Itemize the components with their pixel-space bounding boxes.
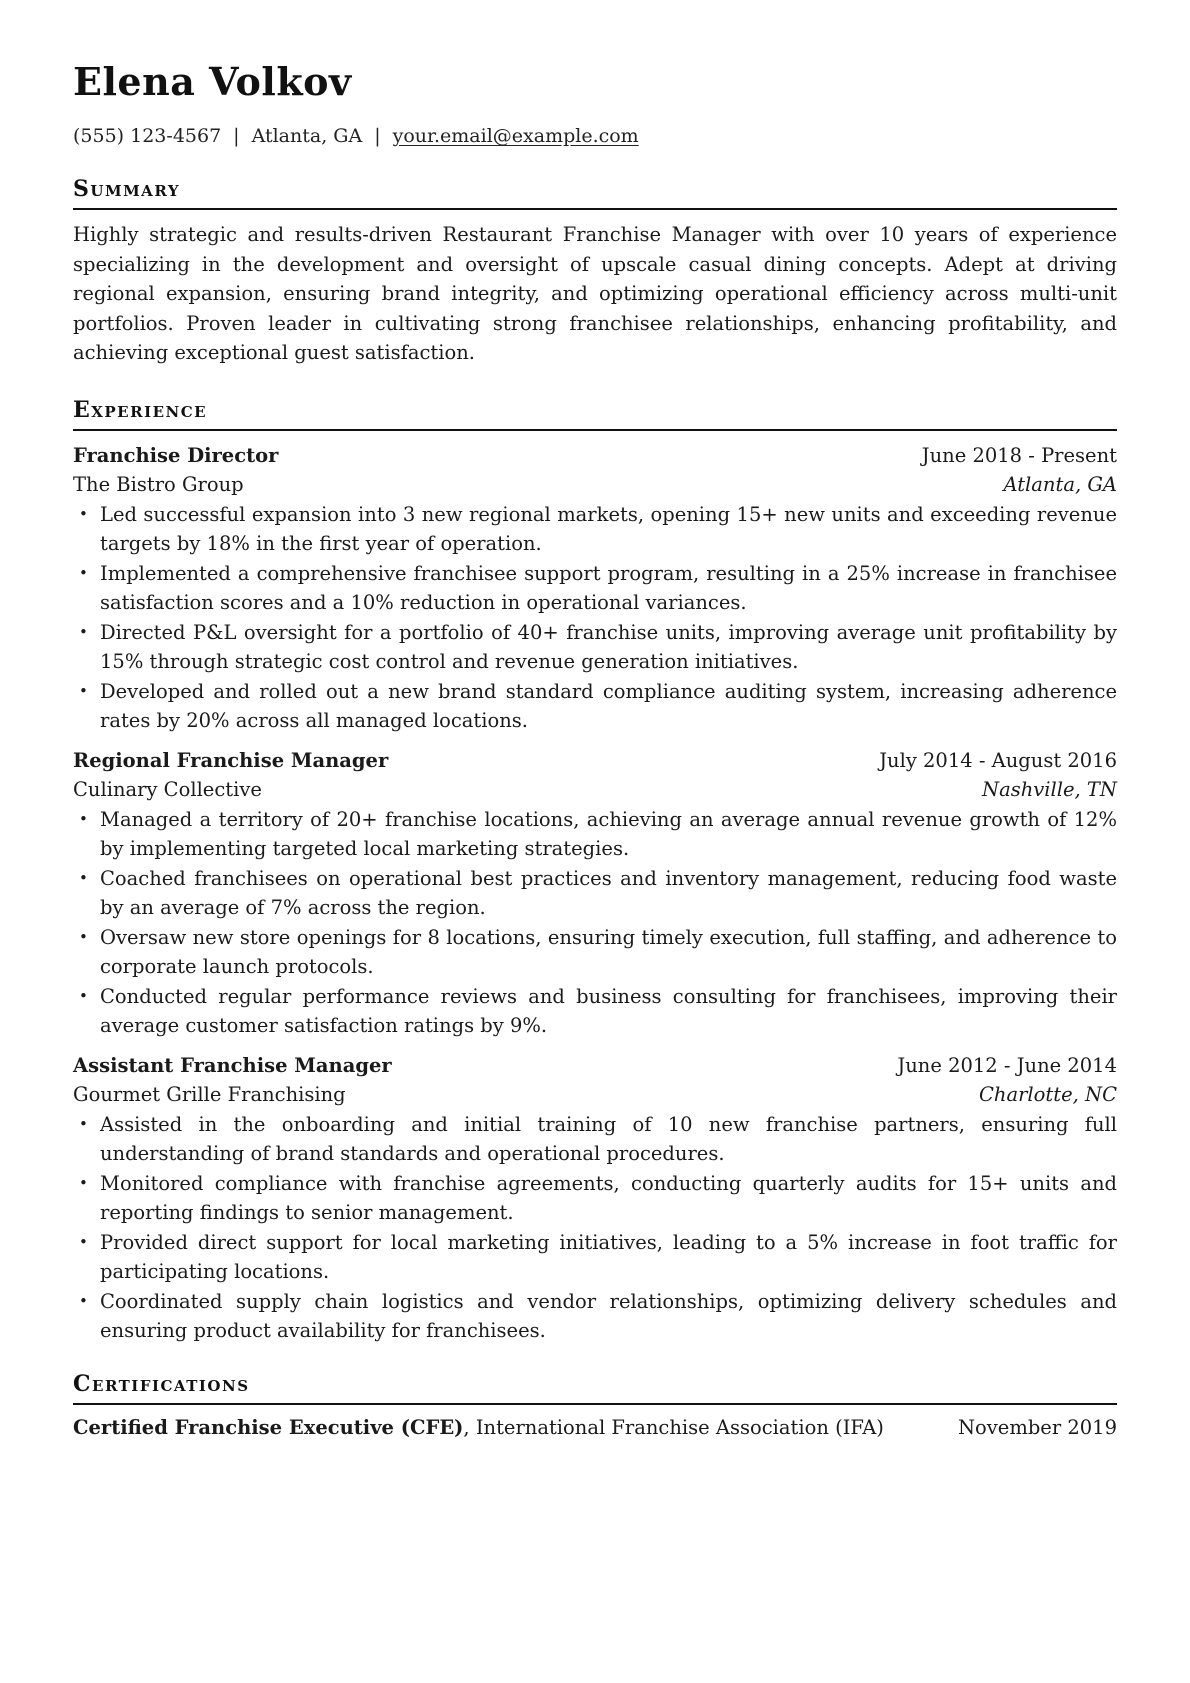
job-dates: July 2014 - August 2016 — [879, 748, 1117, 772]
experience-section — [73, 396, 1117, 1346]
section-title-experience: Experience — [73, 396, 208, 423]
section-divider — [73, 208, 1117, 210]
bullet-text: Coordinated supply chain logistics and vendor relationships, optimizing delivery schedules and ensuring product availability for franchisees. — [100, 1289, 1117, 1342]
bullet-list — [73, 805, 1117, 1041]
job-title: Franchise Director — [73, 443, 279, 467]
bullet-text: Developed and rolled out a new brand standard compliance auditing system, increasing adherence rates by 20% across all managed locations. — [100, 679, 1117, 732]
job-company-row — [73, 775, 1117, 805]
bullet-icon: • — [79, 868, 88, 887]
phone-number: (555) 123-4567 — [73, 125, 222, 147]
resume-header — [73, 60, 1117, 148]
bullet-icon: • — [79, 986, 88, 1005]
bullet-item — [73, 805, 1117, 864]
bullet-icon: • — [79, 1232, 88, 1251]
bullet-icon: • — [79, 1114, 88, 1133]
company-name: Gourmet Grille Franchising — [73, 1083, 346, 1106]
bullet-icon: • — [79, 504, 88, 523]
summary-section — [73, 175, 1117, 368]
job-title: Assistant Franchise Manager — [73, 1053, 392, 1077]
jobs-list — [73, 441, 1117, 1346]
bullet-list — [73, 500, 1117, 736]
bullet-text: Managed a territory of 20+ franchise locations, achieving an average annual revenue growth of 12% by implementing targeted local marketing strategies. — [100, 807, 1117, 860]
bullet-icon: • — [79, 927, 88, 946]
job-dates: June 2012 - June 2014 — [897, 1053, 1117, 1077]
job-title: Regional Franchise Manager — [73, 748, 389, 772]
job-title-row — [73, 441, 1117, 471]
bullet-item — [73, 618, 1117, 677]
job-dates: June 2018 - Present — [921, 443, 1117, 467]
job-title-row — [73, 1051, 1117, 1081]
bullet-text: Provided direct support for local marketing initiatives, leading to a 5% increase in foot traffic for participating locations. — [100, 1230, 1117, 1283]
certification-issuer: , International Franchise Association (IFA) — [463, 1415, 884, 1439]
bullet-text: Assisted in the onboarding and initial training of 10 new franchise partners, ensuring full understanding of brand standards and operational procedures. — [100, 1112, 1117, 1165]
contact-separator: | — [374, 125, 381, 147]
bullet-text: Oversaw new store openings for 8 locations, ensuring timely execution, full staffing, and adherence to corporate launch protocols. — [100, 925, 1117, 978]
job-location: Atlanta, GA — [1003, 473, 1117, 496]
bullet-item — [73, 559, 1117, 618]
certification-name: Certified Franchise Executive (CFE) — [73, 1415, 464, 1439]
section-divider — [73, 429, 1117, 431]
location: Atlanta, GA — [251, 125, 363, 147]
summary-text: Highly strategic and results-driven Restaurant Franchise Manager with over 10 years of experience specializing in the development and oversight of upscale casual dining concepts. Adept at driving regional expansion, ensuring brand integrity, and optimizing operational efficiency across multi-unit portfolios. Proven leader in cultivating strong franchisee relationships, enhancing profitability, and achieving exceptional guest satisfaction. — [73, 223, 1117, 364]
bullet-text: Directed P&L oversight for a portfolio of 40+ franchise units, improving average unit profitability by 15% through strategic cost control and revenue generation initiatives. — [100, 620, 1117, 673]
bullet-item — [73, 982, 1117, 1041]
section-title-summary: Summary — [73, 176, 181, 202]
bullet-icon: • — [79, 1173, 88, 1192]
bullet-item — [73, 500, 1117, 559]
job-title-row — [73, 746, 1117, 776]
bullet-text: Implemented a comprehensive franchisee support program, resulting in a 25% increase in franchisee satisfaction scores and a 10% reduction in operational variances. — [100, 561, 1117, 614]
job-company-row — [73, 470, 1117, 500]
certification-details — [73, 1413, 884, 1443]
bullet-icon: • — [79, 681, 88, 700]
job-entry — [73, 441, 1117, 736]
job-location: Charlotte, NC — [979, 1083, 1117, 1106]
bullet-icon: • — [79, 809, 88, 828]
certification-item — [73, 1413, 1117, 1443]
certifications-list — [73, 1413, 1117, 1443]
bullet-item — [73, 1287, 1117, 1346]
job-entry — [73, 1051, 1117, 1346]
bullet-text: Coached franchisees on operational best practices and inventory management, reducing food waste by an average of 7% across the region. — [100, 866, 1117, 919]
certifications-section — [73, 1370, 1117, 1443]
bullet-icon: • — [79, 622, 88, 641]
bullet-icon: • — [79, 563, 88, 582]
candidate-name: Elena Volkov — [73, 59, 352, 104]
job-entry — [73, 746, 1117, 1041]
bullet-item — [73, 1228, 1117, 1287]
job-company-row — [73, 1080, 1117, 1110]
company-name: The Bistro Group — [73, 473, 244, 496]
company-name: Culinary Collective — [73, 778, 262, 801]
bullet-text: Led successful expansion into 3 new regional markets, opening 15+ new units and exceeding revenue targets by 18% in the first year of operation. — [100, 502, 1117, 555]
bullet-item — [73, 1169, 1117, 1228]
bullet-text: Conducted regular performance reviews and business consulting for franchisees, improving their average customer satisfaction ratings by 9%. — [100, 984, 1117, 1037]
job-location: Nashville, TN — [982, 778, 1117, 801]
contact-line — [73, 124, 1117, 148]
email-link[interactable]: your.email@example.com — [392, 125, 639, 147]
bullet-item — [73, 1110, 1117, 1169]
bullet-item — [73, 677, 1117, 736]
bullet-icon: • — [79, 1291, 88, 1310]
certification-date: November 2019 — [957, 1415, 1117, 1439]
bullet-item — [73, 923, 1117, 982]
section-title-certifications: Certifications — [73, 1370, 250, 1397]
contact-separator: | — [233, 125, 240, 147]
bullet-item — [73, 864, 1117, 923]
bullet-text: Monitored compliance with franchise agreements, conducting quarterly audits for 15+ units and reporting findings to senior management. — [100, 1171, 1117, 1224]
section-divider — [73, 1403, 1117, 1405]
bullet-list — [73, 1110, 1117, 1346]
